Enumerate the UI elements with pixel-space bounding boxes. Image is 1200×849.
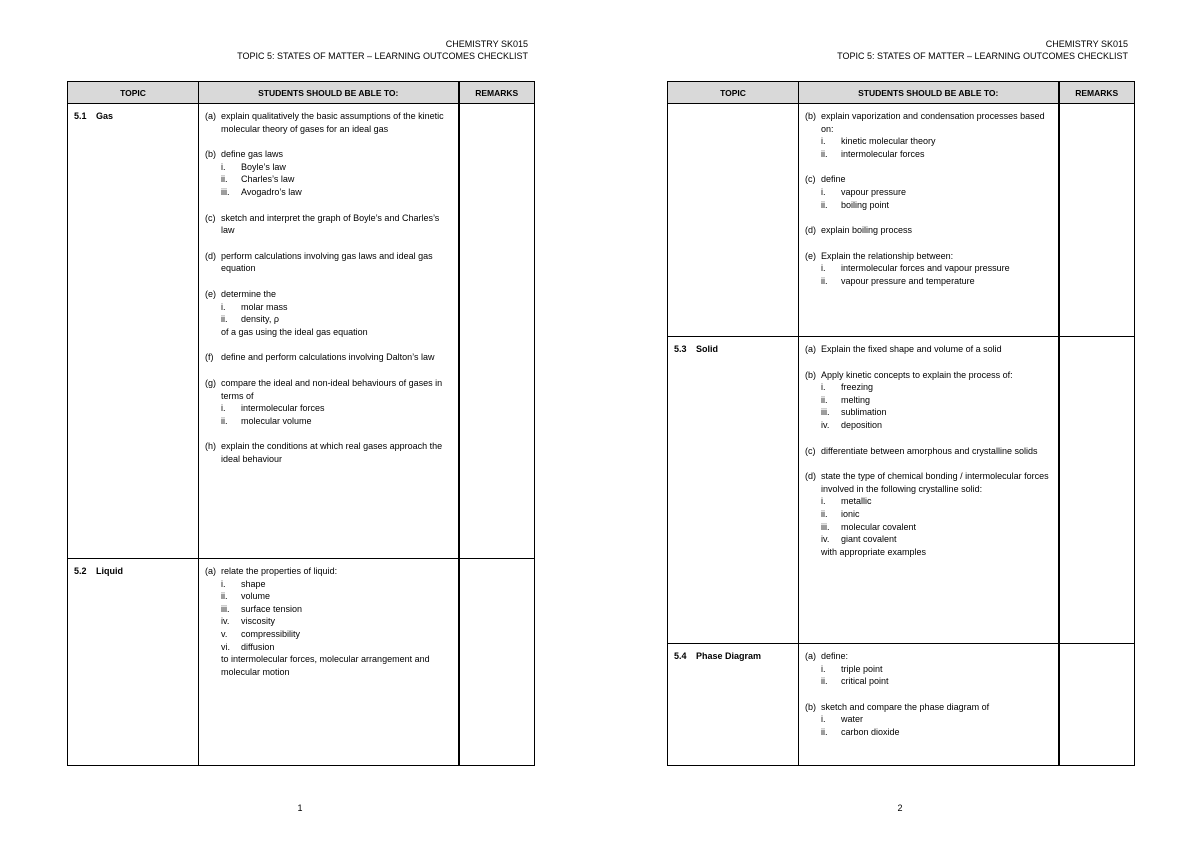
sub-item-text: Boyle’s law	[241, 161, 286, 172]
page-number: 2	[897, 803, 903, 813]
topic-name: Phase Diagram	[696, 651, 762, 661]
sub-item-list	[221, 578, 450, 654]
outcome-text: define	[821, 174, 846, 185]
outcome-text: explain boiling process	[821, 225, 913, 236]
sub-item	[821, 186, 1050, 199]
sub-item-text: triple point	[841, 663, 883, 674]
sub-item-number: iv.	[821, 534, 830, 545]
topic-cell	[668, 104, 799, 337]
sub-item	[821, 148, 1050, 161]
learning-outcome	[205, 288, 450, 338]
sub-item-number: ii.	[821, 508, 828, 519]
topic-column-header: TOPIC	[668, 82, 799, 104]
outcome-letter: (b)	[805, 111, 816, 121]
page-2	[600, 0, 1200, 849]
learning-outcome	[805, 250, 1050, 288]
outcome-letter: (a)	[805, 344, 816, 354]
learning-outcome	[205, 565, 450, 678]
outcome-text: compare the ideal and non-ideal behaviours of gases in terms of	[221, 377, 443, 401]
sub-item	[221, 603, 450, 616]
outcome-body	[221, 377, 450, 427]
sub-item-text: molecular covalent	[841, 521, 917, 532]
document-title: TOPIC 5: STATES OF MATTER – LEARNING OUTCOMES CHECKLIST	[837, 51, 1128, 61]
sub-item-text: sublimation	[841, 407, 887, 418]
sub-item-number: ii.	[821, 275, 828, 286]
remarks-column-header: REMARKS	[459, 82, 535, 104]
outcome-letter: (d)	[205, 250, 216, 261]
table-row	[68, 104, 535, 559]
sub-item-number: iv.	[221, 616, 230, 627]
sub-item-text: intermolecular forces	[841, 148, 925, 159]
outcome-text: relate the properties of liquid:	[221, 566, 338, 576]
sub-item-number: i.	[821, 714, 826, 725]
outcome-letter: (b)	[805, 369, 816, 380]
sub-item-number: ii.	[221, 174, 228, 185]
sub-item	[821, 713, 1050, 726]
sub-item	[221, 590, 450, 603]
topic-name: Gas	[96, 111, 114, 121]
sub-item	[821, 394, 1050, 407]
sub-item-list	[221, 402, 450, 427]
learning-outcome	[205, 440, 450, 465]
learning-outcome	[805, 224, 1050, 237]
outcome-text: explain vaporization and condensation processes based on:	[821, 111, 1045, 134]
remarks-cell	[1059, 337, 1135, 644]
sub-item-number: v.	[221, 628, 228, 639]
sub-item	[821, 135, 1050, 148]
topic-name: Liquid	[96, 566, 123, 576]
topic-number: 5.4	[674, 651, 687, 661]
outcome-body	[221, 440, 450, 465]
sub-item	[821, 419, 1050, 432]
outcome-letter: (c)	[805, 174, 816, 185]
learning-outcome	[205, 250, 450, 275]
outcome-letter: (d)	[805, 471, 816, 482]
sub-item-number: i.	[221, 578, 226, 589]
checklist-body	[668, 104, 1135, 766]
sub-item-list	[821, 381, 1050, 431]
sub-item-list	[821, 495, 1050, 545]
sub-item-text: molecular volume	[241, 415, 312, 426]
sub-item-text: boiling point	[841, 199, 890, 210]
sub-item-text: freezing	[841, 382, 874, 393]
page-header	[237, 38, 528, 62]
outcome-body	[221, 148, 450, 198]
outcome-letter: (c)	[205, 212, 216, 223]
sub-item-number: iii.	[821, 521, 830, 532]
sub-item-list	[821, 262, 1050, 287]
outcome-letter: (e)	[205, 288, 216, 299]
outcome-text: explain qualitatively the basic assumptions of the kinetic molecular theory of gases for an ideal gas	[221, 111, 444, 134]
remarks-column-header: REMARKS	[1059, 82, 1135, 104]
topic-name: Solid	[696, 344, 718, 354]
sub-item	[821, 508, 1050, 521]
sub-item-list	[821, 186, 1050, 211]
topic-number: 5.3	[674, 344, 687, 354]
sub-item-number: ii.	[821, 148, 828, 159]
outcome-trailing-text: of a gas using the ideal gas equation	[221, 326, 368, 337]
learning-outcome	[805, 173, 1050, 211]
sub-item	[821, 381, 1050, 394]
sub-item-text: Charles’s law	[241, 174, 295, 185]
sub-item	[221, 173, 450, 186]
sub-item-text: Avogadro’s law	[241, 186, 302, 197]
sub-item-text: shape	[241, 578, 266, 589]
subject-code: CHEMISTRY SK015	[1045, 39, 1128, 49]
sub-item-text: volume	[241, 591, 271, 602]
outcome-trailing-text: with appropriate examples	[821, 546, 927, 557]
sub-item	[821, 199, 1050, 212]
sub-item-number: i.	[821, 263, 826, 274]
sub-item-number: i.	[821, 663, 826, 674]
outcome-letter: (b)	[205, 149, 216, 160]
page-number: 1	[297, 803, 303, 813]
sub-item-text: molar mass	[241, 301, 288, 312]
sub-item-text: density, ρ	[241, 314, 279, 325]
sub-item-text: vapour pressure and temperature	[841, 275, 975, 286]
topic-cell	[68, 559, 199, 766]
learning-outcome	[205, 377, 450, 427]
subject-code: CHEMISTRY SK015	[445, 39, 528, 49]
outcome-letter: (a)	[205, 566, 216, 576]
sub-item	[221, 628, 450, 641]
sub-item-number: iii.	[221, 186, 230, 197]
sub-item	[221, 313, 450, 326]
outcome-text: Apply kinetic concepts to explain the process of:	[821, 369, 1013, 380]
sub-item-text: diffusion	[241, 641, 275, 652]
outcome-text: sketch and compare the phase diagram of	[821, 701, 990, 712]
outcome-body	[221, 212, 450, 237]
outcome-text: sketch and interpret the graph of Boyle’s and Charles’s law	[221, 212, 440, 236]
outcomes-cell	[199, 104, 459, 559]
outcome-text: define and perform calculations involving Dalton’s law	[221, 352, 435, 363]
sub-item-text: giant covalent	[841, 534, 897, 545]
sub-item	[821, 726, 1050, 739]
checklist-body	[68, 104, 535, 766]
outcome-text: state the type of chemical bonding / intermolecular forces involved in the following crystalline solid:	[821, 471, 1049, 494]
outcome-letter: (b)	[805, 701, 816, 712]
learning-outcome	[205, 351, 450, 364]
sub-item	[821, 533, 1050, 546]
outcome-trailing-text: to intermolecular forces, molecular arrangement and molecular motion	[221, 654, 430, 677]
outcome-letter: (a)	[805, 651, 816, 661]
sub-item-list	[821, 713, 1050, 738]
page-header	[837, 38, 1128, 62]
topic-column-header: TOPIC	[68, 82, 199, 104]
outcomes-cell	[199, 559, 459, 766]
outcome-body	[821, 250, 1050, 288]
sub-item	[221, 301, 450, 314]
sub-item-text: carbon dioxide	[841, 726, 900, 737]
learning-outcome	[805, 650, 1050, 688]
outcome-text: define gas laws	[221, 149, 284, 160]
sub-item-number: i.	[821, 382, 826, 393]
remarks-cell	[1059, 644, 1135, 766]
learning-outcome	[805, 470, 1050, 558]
sub-item-list	[821, 135, 1050, 160]
sub-item-number: ii.	[821, 199, 828, 210]
table-row	[68, 559, 535, 766]
learning-outcome	[805, 343, 1050, 356]
sub-item-number: ii.	[221, 415, 228, 426]
sub-item-number: ii.	[821, 726, 828, 737]
sub-item-number: ii.	[821, 676, 828, 687]
outcome-letter: (c)	[805, 445, 816, 456]
outcome-letter: (h)	[205, 441, 216, 452]
outcomes-column-header: STUDENTS SHOULD BE ABLE TO:	[199, 82, 459, 104]
sub-item	[221, 402, 450, 415]
sub-item	[821, 521, 1050, 534]
sub-item	[221, 415, 450, 428]
outcome-body	[821, 470, 1050, 558]
outcome-text: define:	[821, 651, 849, 661]
sub-item-list	[221, 301, 450, 326]
topic-number: 5.1	[74, 111, 87, 121]
outcome-letter: (f)	[205, 352, 214, 363]
sub-item-text: surface tension	[241, 603, 303, 614]
sub-item-number: ii.	[221, 314, 228, 325]
learning-outcome	[805, 445, 1050, 458]
topic-number: 5.2	[74, 566, 87, 576]
remarks-cell	[1059, 104, 1135, 337]
outcome-body	[821, 445, 1050, 458]
sub-item	[221, 641, 450, 654]
sub-item-number: iii.	[221, 603, 230, 614]
sub-item-text: viscosity	[241, 616, 276, 627]
outcome-letter: (g)	[205, 377, 216, 388]
outcome-body	[221, 250, 450, 275]
sub-item-text: water	[841, 714, 864, 725]
outcome-letter: (a)	[205, 111, 216, 121]
topic-cell	[668, 337, 799, 644]
sub-item-text: deposition	[841, 419, 883, 430]
sub-item-number: i.	[821, 496, 826, 507]
outcome-letter: (e)	[805, 250, 816, 261]
sub-item-text: metallic	[841, 496, 872, 507]
outcomes-cell	[799, 337, 1059, 644]
outcome-body	[821, 110, 1050, 160]
sub-item-text: ionic	[841, 508, 860, 519]
table-row	[668, 644, 1135, 766]
document-title: TOPIC 5: STATES OF MATTER – LEARNING OUTCOMES CHECKLIST	[237, 51, 528, 61]
sub-item	[821, 675, 1050, 688]
remarks-cell	[459, 104, 535, 559]
learning-outcome	[805, 369, 1050, 432]
outcomes-column-header: STUDENTS SHOULD BE ABLE TO:	[799, 82, 1059, 104]
sub-item-number: ii.	[221, 591, 228, 602]
outcome-text: Explain the relationship between:	[821, 250, 954, 261]
table-row	[668, 104, 1135, 337]
sub-item-text: melting	[841, 394, 871, 405]
sub-item-text: vapour pressure	[841, 186, 907, 197]
learning-outcome	[805, 110, 1050, 160]
sub-item	[221, 161, 450, 174]
sub-item	[221, 578, 450, 591]
outcome-text: differentiate between amorphous and crystalline solids	[821, 445, 1038, 456]
sub-item-text: intermolecular forces	[241, 403, 325, 414]
outcome-body	[221, 565, 450, 678]
outcome-body	[821, 224, 1050, 237]
sub-item-text: critical point	[841, 676, 889, 687]
outcome-text: explain the conditions at which real gases approach the ideal behaviour	[221, 441, 443, 464]
learning-outcome	[205, 110, 450, 135]
outcome-body	[821, 343, 1050, 356]
learning-outcome	[205, 212, 450, 237]
sub-item-text: intermolecular forces and vapour pressure	[841, 263, 1010, 274]
sub-item	[821, 275, 1050, 288]
remarks-cell	[459, 559, 535, 766]
sub-item	[221, 615, 450, 628]
learning-outcome	[805, 701, 1050, 739]
checklist-table	[667, 81, 1135, 766]
outcome-text: perform calculations involving gas laws and ideal gas equation	[221, 250, 433, 274]
learning-outcome	[205, 148, 450, 198]
outcome-body	[221, 110, 450, 135]
sub-item-number: iv.	[821, 419, 830, 430]
sub-item-number: i.	[821, 136, 826, 147]
sub-item-number: i.	[821, 186, 826, 197]
outcome-text: determine the	[221, 288, 277, 299]
sub-item-list	[821, 663, 1050, 688]
sub-item-number: vi.	[221, 641, 230, 652]
table-row	[668, 337, 1135, 644]
sub-item-number: iii.	[821, 407, 830, 418]
outcomes-cell	[799, 644, 1059, 766]
sub-item-text: kinetic molecular theory	[841, 136, 936, 147]
topic-cell	[668, 644, 799, 766]
sub-item	[821, 406, 1050, 419]
outcome-body	[221, 351, 450, 364]
sub-item	[821, 262, 1050, 275]
sub-item-number: i.	[221, 161, 226, 172]
sub-item	[821, 663, 1050, 676]
sub-item-text: compressibility	[241, 628, 301, 639]
sub-item-number: ii.	[821, 394, 828, 405]
outcome-letter: (d)	[805, 225, 816, 236]
outcomes-cell	[799, 104, 1059, 337]
sub-item-list	[221, 161, 450, 199]
sub-item	[821, 495, 1050, 508]
outcome-body	[821, 650, 1050, 688]
outcome-body	[821, 701, 1050, 739]
checklist-table	[67, 81, 535, 766]
sub-item	[221, 186, 450, 199]
sub-item-number: i.	[221, 301, 226, 312]
topic-cell	[68, 104, 199, 559]
sub-item-number: i.	[221, 403, 226, 414]
outcome-body	[221, 288, 450, 338]
outcome-body	[821, 173, 1050, 211]
outcome-text: Explain the fixed shape and volume of a solid	[821, 344, 1002, 354]
outcome-body	[821, 369, 1050, 432]
